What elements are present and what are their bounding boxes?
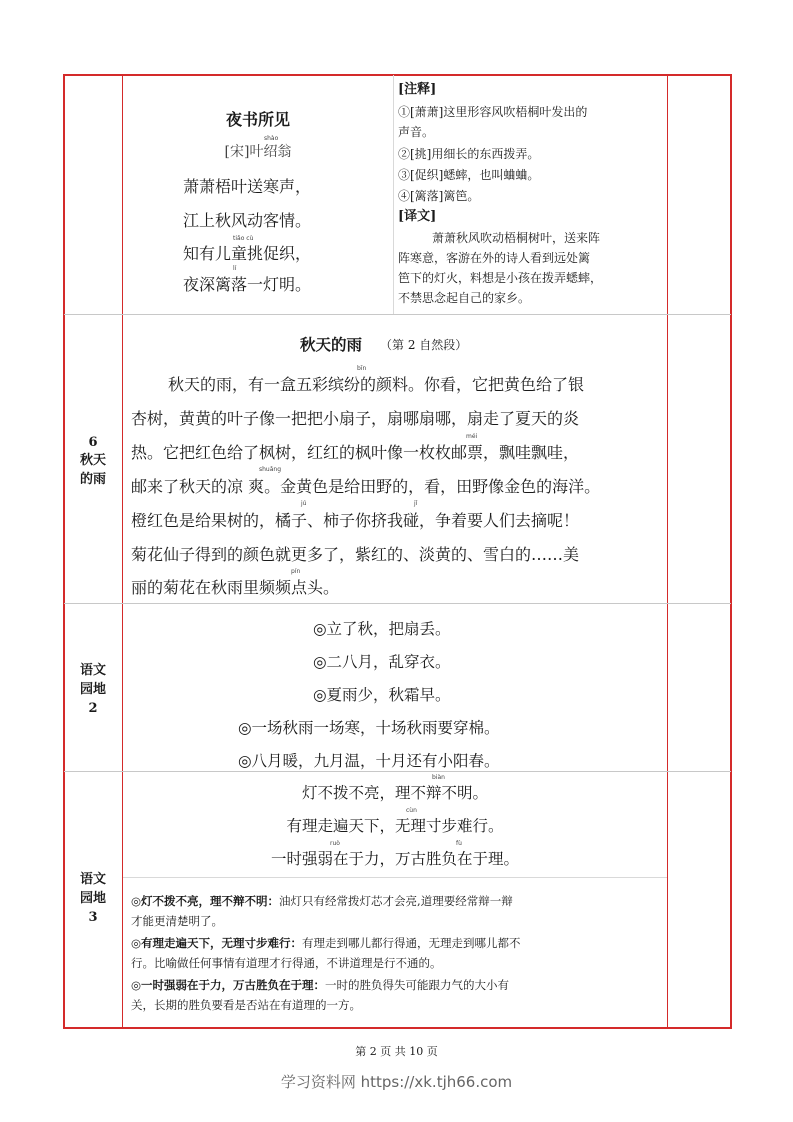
explanation-term: ◎灯不拨不亮，理不辩不明： (131, 894, 280, 908)
column-divider-right (667, 75, 668, 1028)
translation-line: 不禁思念起自己的家乡。 (398, 291, 531, 305)
ruby-shao: shào (264, 135, 279, 142)
explanation-line: 行。比喻做任何事情有道理才行得通，不讲道理是行不通的。 (131, 956, 442, 970)
explanation-line (131, 935, 521, 951)
explanation-line: 才能更清楚明了。 (131, 914, 223, 928)
proverb-line: 灯不拨不亮，理不辩不明。 (301, 784, 488, 802)
poem-title: 夜书所见 (225, 110, 290, 129)
row-divider (64, 603, 731, 604)
note-item: 声音。 (398, 125, 435, 139)
ruby-fu: fù (456, 840, 462, 847)
saying-item: ◎八月暖，九月温，十月还有小阳春。 (238, 752, 500, 770)
explanation-line (131, 893, 513, 909)
section-label-number: 6 (88, 435, 98, 450)
section-label: 园地 (79, 682, 106, 697)
ruby-bian: biàn (432, 774, 445, 781)
passage-subtitle: （第 2 自然段） (380, 338, 468, 352)
proverb-line: 有理走遍天下，无理寸步难行。 (286, 817, 504, 835)
explanation-text: 有理走到哪儿都行得通，无理走到哪儿都不 (302, 936, 521, 950)
ruby-li: lí (233, 265, 237, 272)
row-divider (64, 314, 731, 315)
note-item: ①[萧萧]这里形容风吹梧桐叶发出的 (398, 105, 588, 119)
ruby-bin: bīn (357, 365, 367, 372)
poem-line: 知有儿童挑促织， (183, 244, 312, 263)
passage-line: 邮来了秋天的凉 爽。金黄色是给田野的，看，田野像金色的海洋。 (131, 477, 601, 496)
note-item: ②[挑]用细长的东西拨弄。 (398, 147, 540, 161)
row-divider (64, 771, 731, 772)
ruby-shuang: shuǎng (259, 466, 282, 473)
poem-line: 萧萧梧叶送寒声， (183, 177, 312, 196)
ruby-ju: jú (301, 500, 307, 507)
passage-line: 热。它把红色给了枫树，红红的枫叶像一枚枚邮票，飘哇飘哇， (131, 443, 580, 462)
translation-heading: [译文] (398, 209, 437, 224)
saying-item: ◎二八月，乱穿衣。 (313, 653, 451, 671)
explanation-line: 关，长期的胜负要看是否站在有道理的一方。 (131, 998, 361, 1012)
translation-line: 阵寒意，客游在外的诗人看到远处篱 (398, 251, 591, 265)
poem-note-divider (393, 75, 394, 314)
proverb-line: 一时强弱在于力，万古胜负在于理。 (270, 850, 519, 868)
explanation-text: 油灯只有经常拨灯芯才会亮,道理要经常辩一辩 (279, 894, 513, 908)
ruby-cun: cùn (406, 807, 417, 814)
section-label: 语文 (79, 872, 106, 887)
saying-item: ◎夏雨少，秋霜早。 (313, 686, 451, 704)
section-label: 秋天 (79, 453, 106, 468)
explanation-text: 一时的胜负得失可能跟力气的大小有 (325, 978, 510, 992)
note-item: ③[促织]蟋蟀，也叫蛐蛐。 (398, 168, 540, 182)
section-label: 语文 (79, 663, 106, 678)
section-label: 园地 (79, 891, 106, 906)
saying-item: ◎一场秋雨一场寒，十场秋雨要穿棉。 (238, 719, 500, 737)
row-divider (123, 877, 667, 878)
section-label-number: 3 (88, 910, 98, 925)
poem-author: [宋]叶绍翁 (224, 144, 292, 160)
passage-line: 橙红色是给果树的，橘子、柿子你挤我碰，争着要人们去摘呢！ (131, 511, 580, 530)
site-watermark[interactable]: 学习资料网 https://xk.tjh66.com (280, 1073, 513, 1091)
note-item: ④[篱落]篱笆。 (398, 189, 480, 203)
section-label-number: 2 (88, 701, 98, 716)
passage-line: 杏树，黄黄的叶子像一把把小扇子，扇哪扇哪，扇走了夏天的炎 (131, 409, 580, 428)
notes-heading: [注释] (398, 82, 437, 97)
ruby-ruo: ruò (330, 840, 340, 847)
ruby-mei: méi (466, 433, 478, 440)
translation-line: 萧萧秋风吹动梧桐树叶，送来阵 (432, 231, 601, 245)
section-label: 的雨 (79, 472, 106, 487)
passage-line: 秋天的雨，有一盒五彩缤纷的颜料。你看，它把黄色给了银 (168, 375, 585, 394)
poem-line: 江上秋风动客情。 (183, 211, 312, 230)
passage-line: 菊花仙子得到的颜色就更多了，紫红的、淡黄的、雪白的……美 (131, 545, 580, 564)
passage-line: 丽的菊花在秋雨里频频点头。 (131, 578, 340, 597)
saying-item: ◎立了秋，把扇丢。 (313, 620, 451, 638)
ruby-tiao-cu: tiǎo cù (233, 235, 254, 242)
page-number: 第 2 页 共 10 页 (355, 1045, 438, 1058)
passage-title: 秋天的雨 (300, 335, 363, 354)
poem-line: 夜深篱落一灯明。 (183, 275, 312, 294)
explanation-line (131, 977, 509, 993)
explanation-term: ◎一时强弱在于力，万古胜负在于理： (131, 978, 326, 992)
ruby-pin: pín (291, 568, 301, 575)
explanation-term: ◎有理走遍天下，无理寸步难行： (131, 936, 303, 950)
translation-line: 笆下的灯火，料想是小孩在拨弄蟋蟀， (398, 271, 603, 285)
ruby-ji: jǐ (414, 500, 418, 507)
